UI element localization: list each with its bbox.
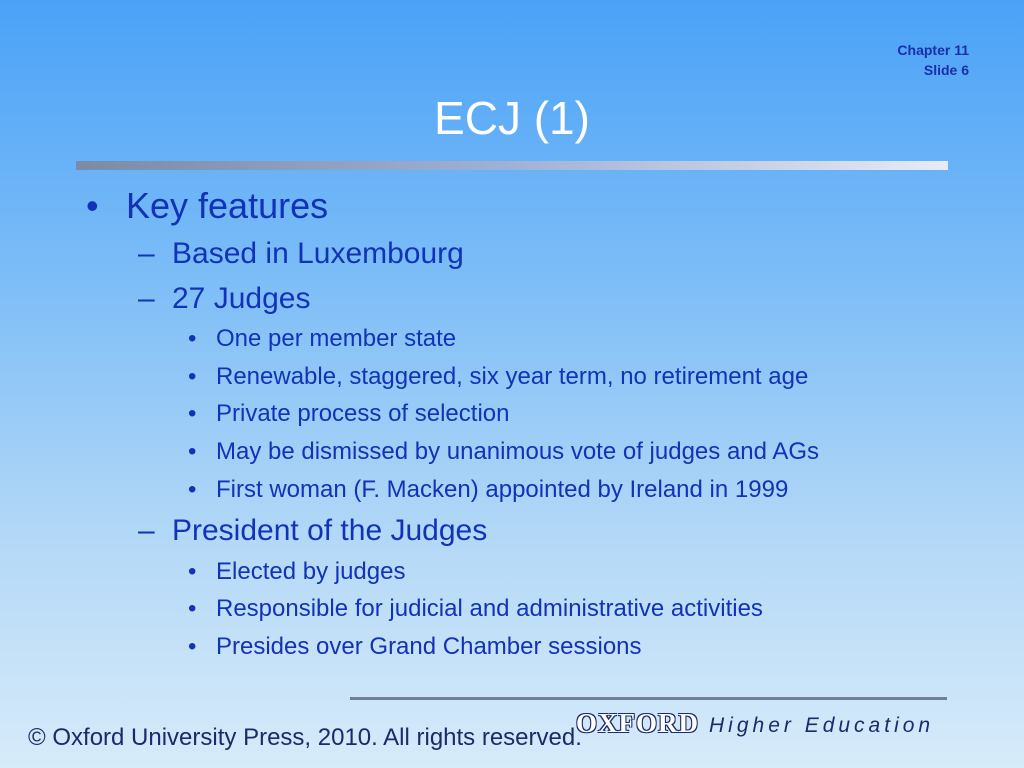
- bullet-marker: •: [188, 438, 197, 465]
- slide-number: Slide 6: [923, 62, 969, 78]
- list-item: [188, 324, 456, 354]
- dash-marker: –: [138, 514, 155, 547]
- bullet-text: Key features: [126, 185, 329, 226]
- bullet-marker: •: [188, 633, 197, 660]
- list-item: [188, 594, 763, 624]
- bullet-marker: •: [188, 476, 197, 503]
- dash-marker: –: [138, 237, 155, 270]
- list-item: [188, 557, 405, 587]
- bullet-marker: •: [188, 400, 197, 427]
- footer-divider: [350, 697, 947, 700]
- slide-title: ECJ (1): [434, 92, 590, 144]
- list-item: [188, 362, 808, 392]
- bullet-marker: •: [188, 363, 197, 390]
- subbullet-text: 27 Judges: [172, 282, 311, 315]
- copyright-notice: © Oxford University Press, 2010. All rights reserved.: [28, 724, 582, 751]
- subbullet-text: Based in Luxembourg: [172, 237, 464, 270]
- bullet-marker: •: [86, 185, 99, 226]
- list-item-text: Elected by judges: [216, 558, 406, 585]
- subbullet-judges: [138, 280, 310, 318]
- chapter-label: Chapter 11: [897, 42, 969, 58]
- list-item-text: Presides over Grand Chamber sessions: [216, 633, 642, 660]
- list-item-text: Renewable, staggered, six year term, no retirement age: [216, 363, 809, 390]
- bullet-marker: •: [188, 325, 197, 352]
- subbullet-based: [138, 235, 464, 273]
- list-item: [188, 475, 788, 505]
- list-item: [188, 632, 642, 662]
- subbullet-text: President of the Judges: [172, 514, 488, 547]
- publisher-logo: [576, 706, 934, 745]
- list-item-text: Private process of selection: [216, 400, 510, 427]
- list-item-text: First woman (F. Macken) appointed by Ireland in 1999: [216, 476, 789, 503]
- bullet-marker: •: [188, 558, 197, 585]
- bullet-key-features: [86, 184, 328, 228]
- list-item: [188, 437, 819, 467]
- bullet-marker: •: [188, 595, 197, 622]
- dash-marker: –: [138, 282, 155, 315]
- subbullet-president: [138, 512, 487, 550]
- list-item-text: Responsible for judicial and administrative activities: [216, 595, 763, 622]
- list-item: [188, 399, 509, 429]
- logo-oxford: OXFORD: [576, 708, 699, 738]
- list-item-text: May be dismissed by unanimous vote of judges and AGs: [216, 438, 819, 465]
- logo-higher-education: Higher Education: [709, 714, 935, 737]
- list-item-text: One per member state: [216, 325, 457, 352]
